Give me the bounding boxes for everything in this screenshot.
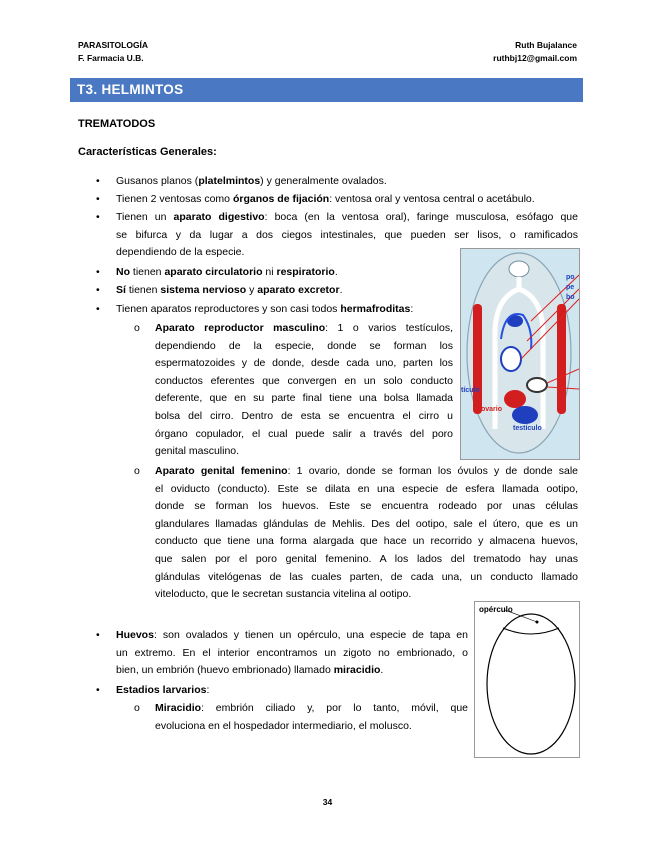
aparato-masculino: Aparato reproductor masculino: 1 o varios testículos, dependiendo de la especie, donde se forman los espermatozoides y de donde, desde cada uno, parten los conductos eferentes que convergen en un solo conducto deferente, que en su parte final tiene una bolsa llamada bolsa del cirro. Dentro de esta se encuentra el cirro u órgano copulador, el cual puede salir a través del poro genital masculino. <box>155 322 453 458</box>
subsection-title: Características Generales: <box>78 146 217 158</box>
label-bo: bo <box>566 294 575 301</box>
bullet-circulatorio: No tienen aparato circulatorio ni respiratorio. <box>116 266 338 278</box>
label-operculo: opérculo <box>479 605 513 614</box>
egg-operculum-figure <box>474 601 580 758</box>
ovary-shape <box>504 390 526 408</box>
section-title: TREMATODOS <box>78 118 156 130</box>
sub-bullet-circle: o <box>134 322 140 334</box>
trematode-anatomy-figure <box>460 248 580 460</box>
bullet-dot: • <box>96 303 100 315</box>
bullet-dot: • <box>96 193 100 205</box>
bullet-aparato-digestivo: Tienen un aparato digestivo: boca (en la ventosa oral), faringe musculosa, esófago que se bifurca y da lugar a dos ciegos intestinales, que pueden ser lisos, o ramificados dependiendo de la especie. <box>116 211 578 259</box>
bullet-hermafroditas: Tienen aparatos reproductores y son casi todos hermafroditas: <box>116 303 414 315</box>
header-author: Ruth Bujalance <box>515 40 577 50</box>
egg-shell <box>487 614 575 754</box>
sub-bullet-circle: o <box>134 465 140 477</box>
bullet-platelmintos: Gusanos planos (platelmintos) y generalmente ovalados. <box>116 175 387 187</box>
egg-svg <box>475 602 579 757</box>
cirrus-sac <box>501 347 521 371</box>
oral-sucker <box>509 261 529 277</box>
bullet-dot: • <box>96 266 100 278</box>
bullet-dot: • <box>96 284 100 296</box>
page-number: 34 <box>322 797 333 807</box>
header-subject: PARASITOLOGÍA <box>78 40 149 50</box>
bullet-dot: • <box>96 684 100 696</box>
vitelline-gland-left <box>473 304 482 414</box>
page-header-left <box>78 39 148 65</box>
bullet-dot: • <box>96 211 100 223</box>
label-ovario: ovario <box>481 406 503 413</box>
header-faculty: F. Farmacia U.B. <box>78 53 144 63</box>
bullet-estadios-larvarios: Estadios larvarios: <box>116 684 210 696</box>
bullet-ventosas: Tienen 2 ventosas como órganos de fijación: ventosa oral y ventosa central o acetábulo. <box>116 193 535 205</box>
label-testiculo: testículo <box>513 425 542 432</box>
sub-bullet-circle: o <box>134 702 140 714</box>
trematode-anatomy-svg <box>461 249 579 459</box>
aparato-femenino: Aparato genital femenino: 1 ovario, donde se forman los óvulos y de donde sale el oviducto (conducto). Este se dilata en una especie de esfera llamada ootipo, donde se forman los huevos. Este se encuentra rodeado por unas células glandulares llamadas glándulas de Mehlis. Des del ootipo, sale el útero, que es un conducto que tiene una forma alargada que hace un recorrido y almacena huevos, que salen por el poro genital femenino. A los lados del trematodo hay unas glándulas vitelógenas de las cuales parten, de cada una, un conducto llamado viteloducto, que le secretan sustancia vitelina al ootipo. <box>155 465 579 601</box>
label-pe: pe <box>566 284 575 291</box>
bullet-dot: • <box>96 629 100 641</box>
sub-miracidio: Miracidio: embrión ciliado y, por lo tanto, móvil, que evoluciona en el hospedador intermediario, el molusco. <box>155 702 468 732</box>
bullet-dot: • <box>96 175 100 187</box>
ootype <box>527 378 547 392</box>
bullet-nervioso: Sí tienen sistema nervioso y aparato excretor. <box>116 284 343 296</box>
label-po: po <box>566 274 575 281</box>
label-testiculo-left: tículo <box>461 387 480 394</box>
operculum-dot <box>536 621 539 624</box>
header-email: ruthbj12@gmail.com <box>493 53 577 63</box>
page-header-right <box>493 39 577 65</box>
bullet-huevos: Huevos: son ovalados y tienen un opérculo, una especie de tapa en un extremo. En el interior encontramos un zigoto no embrionado, o bien, un embrión (huevo embrionado) llamado miracidio. <box>116 629 468 677</box>
testis-shape <box>512 406 538 424</box>
chapter-banner: T3. HELMINTOS <box>70 78 583 102</box>
